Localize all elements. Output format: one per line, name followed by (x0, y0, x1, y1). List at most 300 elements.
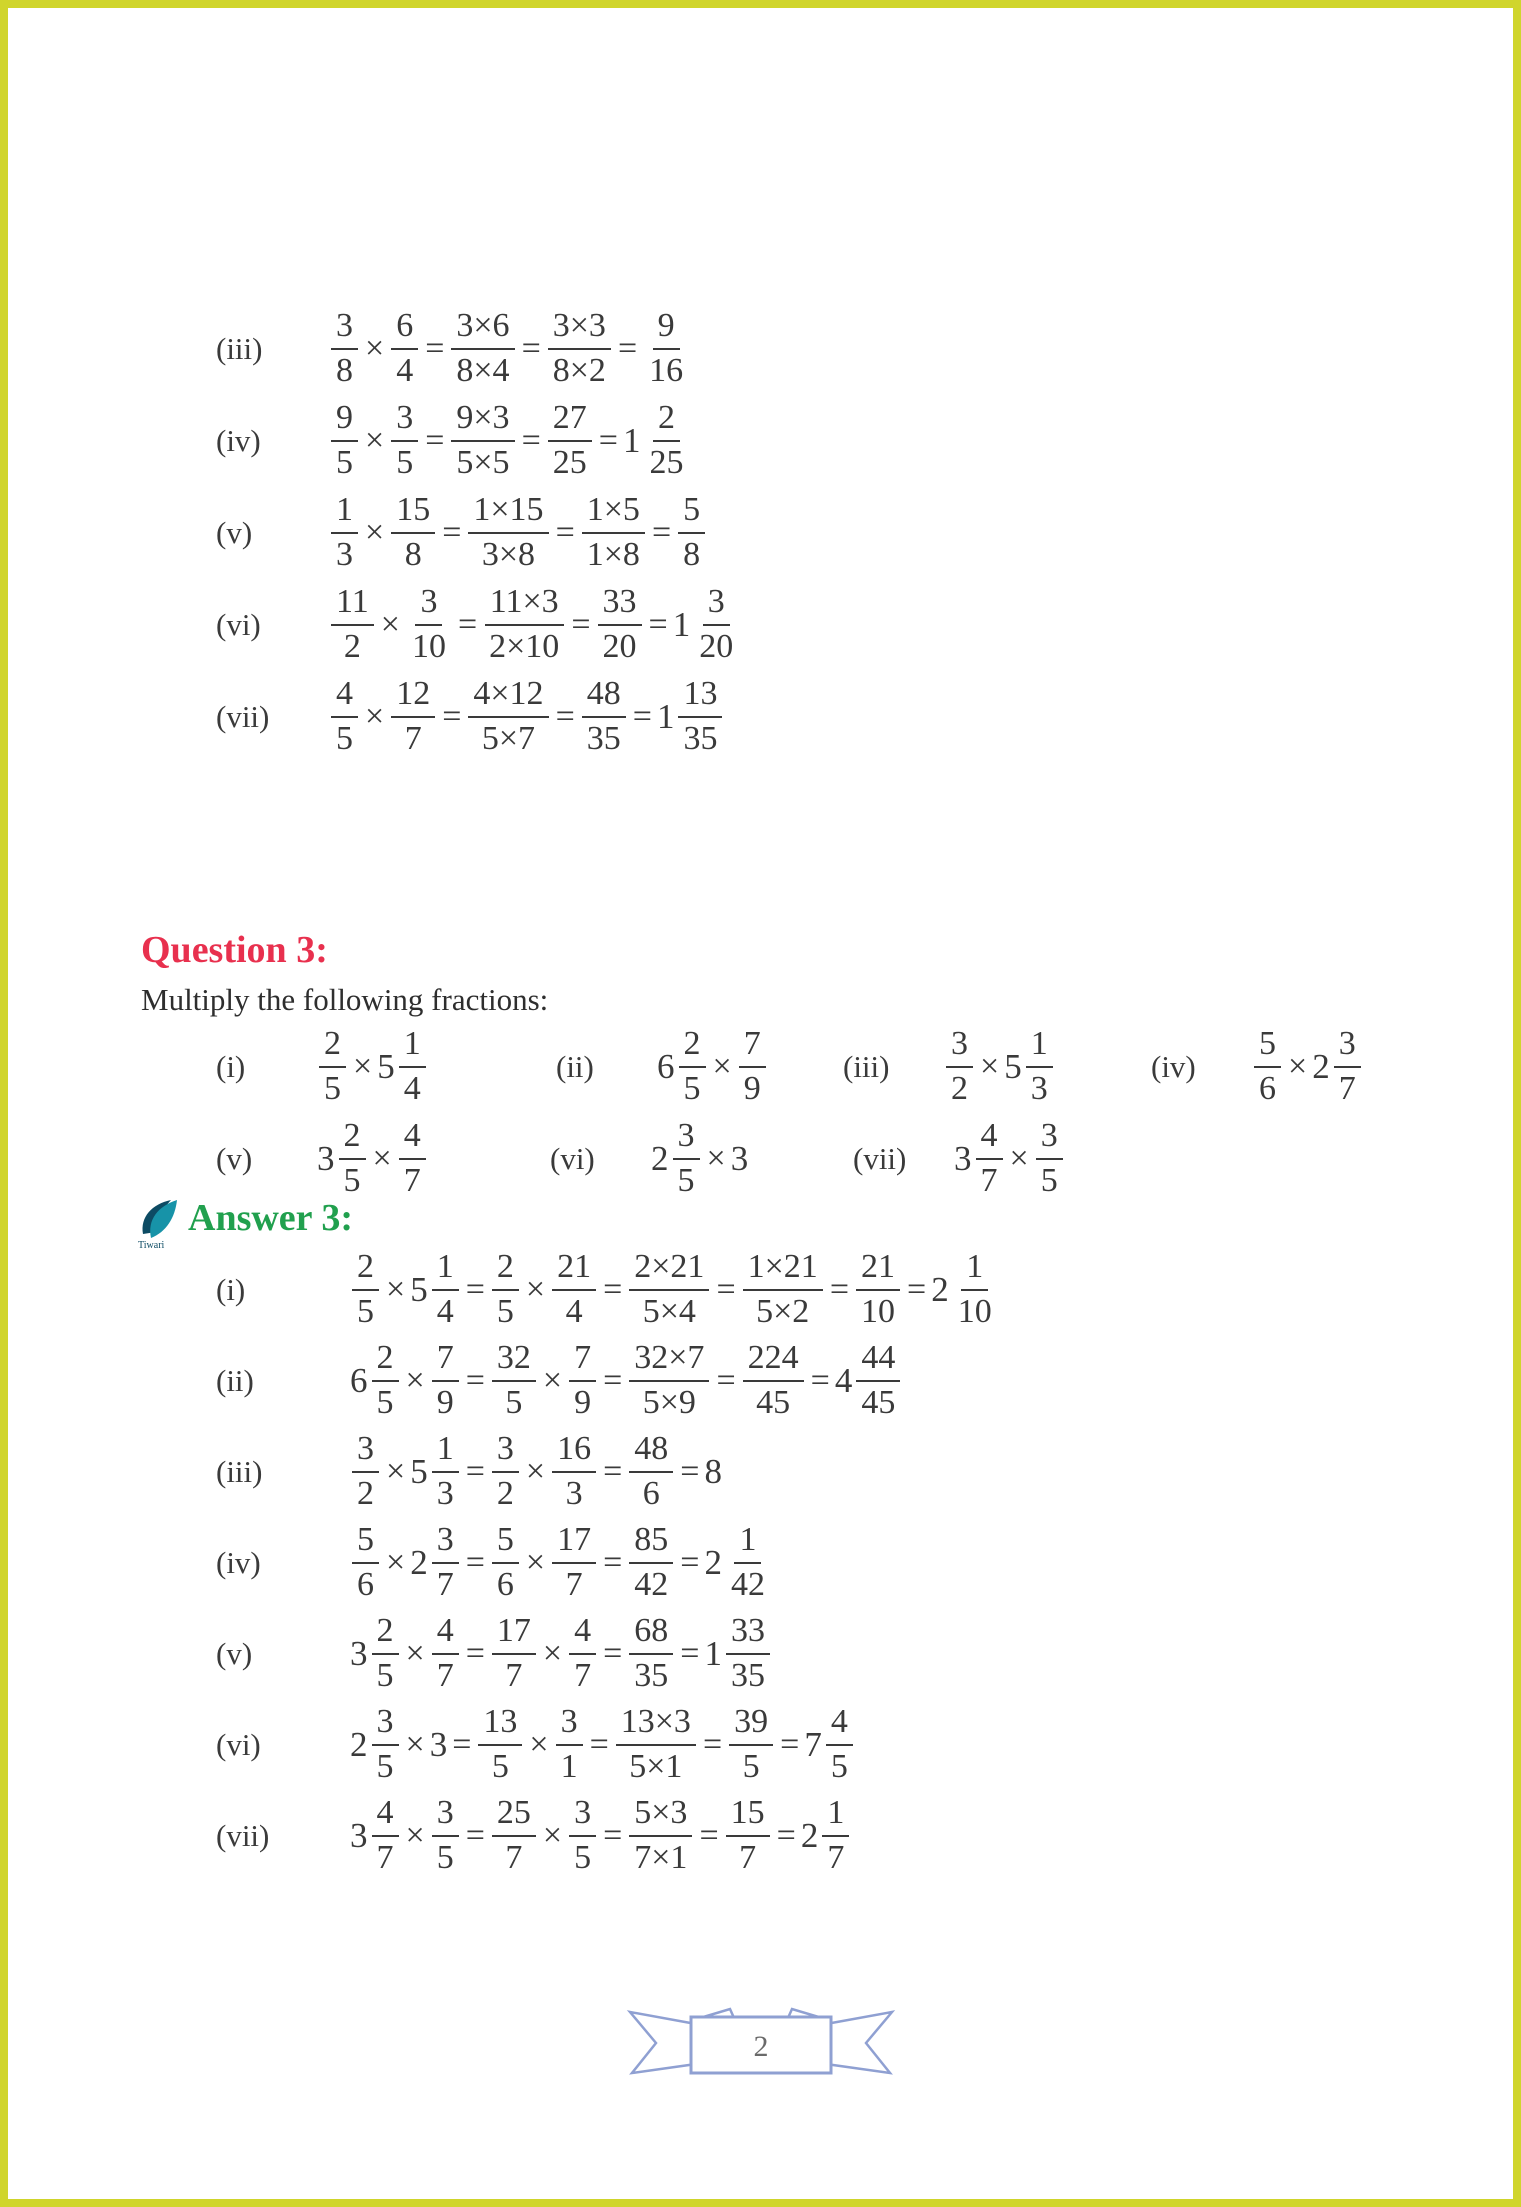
fraction (492, 1613, 536, 1694)
numerator: 2 (339, 1118, 366, 1160)
numerator: 1 (432, 1431, 459, 1473)
numerator: 3 (352, 1431, 379, 1473)
numerator: 4 (826, 1704, 853, 1746)
answer-step-ii (216, 1339, 1000, 1421)
fraction (339, 1118, 366, 1199)
denominator: 7 (505, 1657, 523, 1694)
fraction (331, 492, 358, 573)
denominator: 2×10 (489, 628, 560, 665)
answer-step-v (216, 1612, 1000, 1694)
item-label: (iv) (216, 1545, 261, 1580)
denominator: 25 (552, 444, 587, 481)
fraction (678, 492, 705, 573)
worked-step-iii (216, 307, 741, 389)
numerator: 2 (319, 1026, 346, 1068)
item-label: (vii) (853, 1141, 907, 1176)
numerator: 3 (492, 1431, 519, 1473)
whole-number: 2 (1312, 1047, 1330, 1086)
operator: = (780, 1726, 800, 1763)
whole-number: 5 (410, 1270, 428, 1309)
fraction (451, 400, 514, 481)
numerator: 12 (391, 676, 435, 718)
denominator: 3×8 (481, 536, 536, 573)
denominator: 5 (491, 1748, 509, 1785)
operator: = (425, 330, 445, 367)
fraction (548, 400, 592, 481)
whole-number: 2 (350, 1725, 368, 1764)
fraction (331, 584, 374, 665)
whole-number: 8 (704, 1452, 722, 1491)
denominator: 8 (404, 536, 422, 573)
fraction (629, 1613, 673, 1694)
denominator: 20 (699, 628, 734, 665)
denominator: 25 (649, 444, 684, 481)
fraction (391, 308, 418, 389)
fraction (726, 1613, 770, 1694)
denominator: 7 (376, 1839, 394, 1876)
numerator: 3×3 (548, 308, 611, 350)
operator: × (386, 1271, 406, 1308)
operator: = (598, 422, 618, 459)
denominator: 5 (376, 1657, 394, 1694)
item-label: (v) (216, 1141, 253, 1176)
whole-number: 5 (1004, 1047, 1022, 1086)
numerator: 44 (856, 1340, 900, 1382)
denominator: 35 (683, 720, 718, 757)
denominator: 5 (677, 1162, 695, 1199)
numerator: 3 (1334, 1026, 1361, 1068)
fraction (352, 1249, 379, 1330)
numerator: 2×21 (629, 1249, 709, 1291)
operator: × (372, 1140, 392, 1177)
numerator: 3 (331, 308, 358, 350)
numerator: 4 (331, 676, 358, 718)
denominator: 42 (730, 1566, 765, 1603)
denominator: 5 (683, 1070, 701, 1107)
numerator: 39 (729, 1704, 773, 1746)
item-label: (iii) (216, 1454, 263, 1489)
math-expression (328, 492, 708, 573)
numerator: 7 (739, 1026, 766, 1068)
math-expression (349, 1431, 723, 1512)
numerator: 3 (432, 1522, 459, 1564)
math-expression (349, 1249, 1000, 1330)
answer-step-iii (216, 1430, 1000, 1512)
whole-number: 3 (350, 1634, 368, 1673)
whole-number: 5 (377, 1047, 395, 1086)
numerator: 2 (352, 1249, 379, 1291)
math-expression (650, 1118, 749, 1199)
whole-number: 2 (704, 1543, 722, 1582)
question-item-vii (853, 1117, 1066, 1199)
item-label: (v) (216, 1636, 253, 1671)
numerator: 6 (391, 308, 418, 350)
fraction (478, 1704, 522, 1785)
numerator: 1 (399, 1026, 426, 1068)
operator: = (716, 1362, 736, 1399)
denominator: 6 (1259, 1070, 1276, 1107)
operator: = (465, 1544, 485, 1581)
item-label: (iii) (216, 331, 263, 366)
numerator: 4 (569, 1613, 596, 1655)
numerator: 3 (703, 584, 730, 626)
denominator: 9 (574, 1384, 592, 1421)
operator: = (465, 1453, 485, 1490)
operator: × (525, 1453, 546, 1490)
operator: = (457, 606, 478, 643)
fraction (598, 584, 642, 665)
fraction (492, 1522, 519, 1603)
numerator: 3 (1036, 1118, 1063, 1160)
question3-prompt: Multiply the following fractions: (141, 982, 549, 1017)
fraction (629, 1795, 692, 1876)
answer2-continuation-list (216, 307, 741, 774)
worked-step-iv (216, 399, 741, 481)
numerator: 13×3 (616, 1704, 696, 1746)
numerator: 33 (598, 584, 642, 626)
denominator: 2 (357, 1475, 374, 1512)
numerator: 4×12 (468, 676, 548, 718)
whole-number: 3 (730, 1139, 749, 1178)
numerator: 2 (653, 400, 680, 442)
whole-number: 6 (350, 1361, 368, 1400)
math-expression (656, 1026, 769, 1107)
operator: = (465, 1362, 485, 1399)
denominator: 20 (602, 628, 637, 665)
fraction (726, 1795, 770, 1876)
operator: = (442, 698, 462, 735)
numerator: 5 (492, 1522, 519, 1564)
question-item-vi (550, 1117, 749, 1199)
math-expression (316, 1118, 429, 1199)
math-expression (316, 1026, 429, 1107)
question3-items (216, 1025, 1473, 1214)
denominator: 10 (861, 1293, 895, 1330)
denominator: 5 (574, 1839, 592, 1876)
item-label: (vi) (216, 1727, 261, 1762)
operator: = (680, 1453, 700, 1490)
whole-number: 2 (410, 1543, 428, 1582)
fraction (743, 1340, 804, 1421)
numerator: 15 (391, 492, 435, 534)
operator: = (603, 1635, 623, 1672)
denominator: 4 (565, 1293, 583, 1330)
denominator: 5 (742, 1748, 760, 1785)
denominator: 5×4 (642, 1293, 696, 1330)
fraction (451, 308, 514, 389)
operator: × (1009, 1140, 1029, 1177)
denominator: 5 (336, 720, 353, 757)
fraction (856, 1249, 900, 1330)
numerator: 25 (492, 1795, 536, 1837)
answer3-heading: Answer 3: (188, 1197, 354, 1239)
operator: × (386, 1544, 406, 1581)
operator: × (365, 422, 385, 459)
denominator: 4 (396, 352, 414, 389)
operator: = (603, 1453, 623, 1490)
operator: × (980, 1048, 1000, 1085)
numerator: 1 (432, 1249, 459, 1291)
whole-number: 6 (657, 1047, 675, 1086)
fraction (629, 1431, 673, 1512)
whole-number: 1 (672, 605, 691, 644)
denominator: 3 (436, 1475, 454, 1512)
operator: = (648, 606, 668, 643)
fraction (399, 1118, 426, 1199)
numerator: 3 (946, 1026, 973, 1068)
operator: = (680, 1635, 700, 1672)
fraction (946, 1026, 973, 1107)
numerator: 224 (743, 1340, 804, 1382)
fraction (492, 1795, 536, 1876)
fraction (552, 1431, 596, 1512)
math-expression (349, 1522, 773, 1603)
question-item-ii (556, 1025, 769, 1107)
operator: = (829, 1271, 849, 1308)
denominator: 8 (336, 352, 353, 389)
fraction (391, 676, 435, 757)
tiwari-leaf-logo-icon (137, 1198, 181, 1255)
math-expression (328, 676, 725, 757)
operator: × (365, 698, 385, 735)
item-label: (i) (216, 1272, 246, 1307)
operator: = (617, 330, 638, 367)
denominator: 35 (634, 1657, 669, 1694)
numerator: 3 (432, 1795, 459, 1837)
denominator: 8 (683, 536, 701, 573)
numerator: 16 (552, 1431, 596, 1473)
operator: × (405, 1726, 425, 1763)
operator: × (706, 1140, 726, 1177)
answer-step-vii (216, 1794, 1000, 1876)
fraction (726, 1522, 770, 1603)
fraction (432, 1249, 459, 1330)
numerator: 13 (478, 1704, 522, 1746)
denominator: 9 (436, 1384, 454, 1421)
denominator: 10 (957, 1293, 992, 1330)
fraction (372, 1613, 399, 1694)
fraction (484, 584, 564, 665)
denominator: 7 (739, 1839, 757, 1876)
numerator: 1×21 (743, 1249, 823, 1291)
fraction (432, 1613, 459, 1694)
denominator: 1×8 (586, 536, 640, 573)
fraction (569, 1795, 596, 1876)
numerator: 2 (372, 1613, 399, 1655)
item-label: (ii) (216, 1363, 254, 1398)
fraction (432, 1795, 459, 1876)
denominator: 7 (827, 1839, 845, 1876)
fraction (644, 308, 688, 389)
denominator: 42 (634, 1566, 669, 1603)
item-label: (vi) (216, 607, 261, 642)
fraction (331, 676, 358, 757)
numerator: 17 (492, 1613, 536, 1655)
numerator: 3 (415, 584, 442, 626)
item-label: (vii) (216, 1818, 270, 1853)
math-expression (943, 1026, 1056, 1107)
operator: = (465, 1817, 485, 1854)
operator: × (525, 1544, 546, 1581)
whole-number: 3 (429, 1725, 448, 1764)
fraction (548, 308, 611, 389)
denominator: 5×7 (481, 720, 536, 757)
fraction (492, 1431, 519, 1512)
question-item-iv (1151, 1025, 1364, 1107)
fraction (616, 1704, 696, 1785)
operator: = (776, 1817, 796, 1854)
numerator: 9 (653, 308, 680, 350)
operator: = (907, 1271, 927, 1308)
denominator: 4 (403, 1070, 421, 1107)
operator: = (702, 1726, 723, 1763)
denominator: 5 (496, 1293, 514, 1330)
denominator: 6 (357, 1566, 374, 1603)
worked-step-vii (216, 675, 741, 757)
whole-number: 4 (834, 1361, 853, 1400)
operator: × (365, 330, 385, 367)
fraction (331, 400, 358, 481)
operator: × (542, 1635, 563, 1672)
math-expression (349, 1340, 903, 1421)
fraction (372, 1340, 399, 1421)
denominator: 5 (376, 1384, 394, 1421)
logo-text: Tiwari (138, 1240, 165, 1250)
numerator: 11×3 (485, 584, 564, 626)
numerator: 3 (673, 1118, 700, 1160)
denominator: 3 (565, 1475, 583, 1512)
operator: = (680, 1544, 700, 1581)
denominator: 7 (436, 1657, 454, 1694)
operator: × (386, 1453, 406, 1490)
operator: = (603, 1544, 623, 1581)
numerator: 21 (856, 1249, 900, 1291)
denominator: 7×1 (634, 1839, 688, 1876)
numerator: 85 (629, 1522, 673, 1564)
numerator: 32×7 (629, 1340, 709, 1382)
fraction (582, 676, 626, 757)
operator: = (651, 514, 672, 551)
numerator: 3 (372, 1704, 399, 1746)
operator: = (603, 1817, 623, 1854)
operator: = (571, 606, 591, 643)
fraction (822, 1795, 849, 1876)
math-expression (349, 1704, 856, 1785)
math-expression (328, 584, 741, 665)
denominator: 5×1 (629, 1748, 683, 1785)
operator: = (589, 1726, 609, 1763)
operator: = (521, 422, 541, 459)
denominator: 8×2 (552, 352, 606, 389)
numerator: 13 (678, 676, 722, 718)
fraction (569, 1613, 596, 1694)
answer-step-vi (216, 1703, 1000, 1785)
fraction (552, 1522, 596, 1603)
denominator: 5×2 (756, 1293, 810, 1330)
fraction (743, 1249, 823, 1330)
fraction (372, 1704, 399, 1785)
item-label: (v) (216, 515, 253, 550)
fraction (432, 1522, 459, 1603)
page-number: 2 (753, 2030, 769, 2063)
denominator: 5 (336, 444, 353, 481)
fraction (1254, 1026, 1281, 1107)
denominator: 6 (496, 1566, 514, 1603)
item-label: (iv) (1151, 1049, 1196, 1084)
operator: = (442, 514, 462, 551)
operator: = (555, 698, 575, 735)
question-item-v (216, 1117, 429, 1199)
numerator: 1×5 (582, 492, 645, 534)
whole-number: 7 (804, 1725, 822, 1764)
math-expression (349, 1795, 852, 1876)
fraction (976, 1118, 1003, 1199)
numerator: 3 (556, 1704, 583, 1746)
math-expression (1251, 1026, 1364, 1107)
denominator: 6 (642, 1475, 660, 1512)
denominator: 5 (1040, 1162, 1058, 1199)
fraction (582, 492, 645, 573)
numerator: 4 (399, 1118, 426, 1160)
numerator: 3 (569, 1795, 596, 1837)
operator: = (699, 1817, 719, 1854)
fraction (556, 1704, 583, 1785)
fraction (432, 1340, 459, 1421)
denominator: 2 (343, 628, 361, 665)
fraction (391, 400, 418, 481)
denominator: 5 (505, 1384, 523, 1421)
denominator: 5 (396, 444, 414, 481)
denominator: 45 (861, 1384, 896, 1421)
operator: = (425, 422, 445, 459)
numerator: 1 (734, 1522, 761, 1564)
numerator: 48 (629, 1431, 673, 1473)
fraction (391, 492, 435, 573)
numerator: 2 (492, 1249, 519, 1291)
item-label: (vii) (216, 699, 270, 734)
numerator: 2 (372, 1340, 399, 1382)
denominator: 5×5 (456, 444, 510, 481)
denominator: 7 (565, 1566, 583, 1603)
denominator: 5 (343, 1162, 361, 1199)
question3-heading: Question 3: (141, 929, 328, 971)
fraction (1036, 1118, 1063, 1199)
operator: × (365, 514, 385, 551)
fraction (673, 1118, 700, 1199)
operator: = (603, 1271, 623, 1308)
denominator: 35 (586, 720, 621, 757)
whole-number: 5 (410, 1452, 428, 1491)
item-label: (i) (216, 1049, 246, 1084)
operator: = (810, 1362, 830, 1399)
denominator: 2 (951, 1070, 968, 1107)
question3-row-2 (216, 1117, 1473, 1199)
operator: = (716, 1271, 736, 1308)
operator: × (529, 1726, 549, 1763)
denominator: 7 (436, 1566, 454, 1603)
whole-number: 1 (704, 1634, 722, 1673)
numerator: 1 (331, 492, 358, 534)
operator: = (603, 1362, 623, 1399)
denominator: 5 (830, 1748, 848, 1785)
numerator: 4 (432, 1613, 459, 1655)
page-number-ribbon (616, 2000, 906, 2084)
numerator: 17 (552, 1522, 596, 1564)
denominator: 8×4 (456, 352, 510, 389)
fraction (352, 1522, 379, 1603)
denominator: 3 (336, 536, 353, 573)
numerator: 48 (582, 676, 626, 718)
